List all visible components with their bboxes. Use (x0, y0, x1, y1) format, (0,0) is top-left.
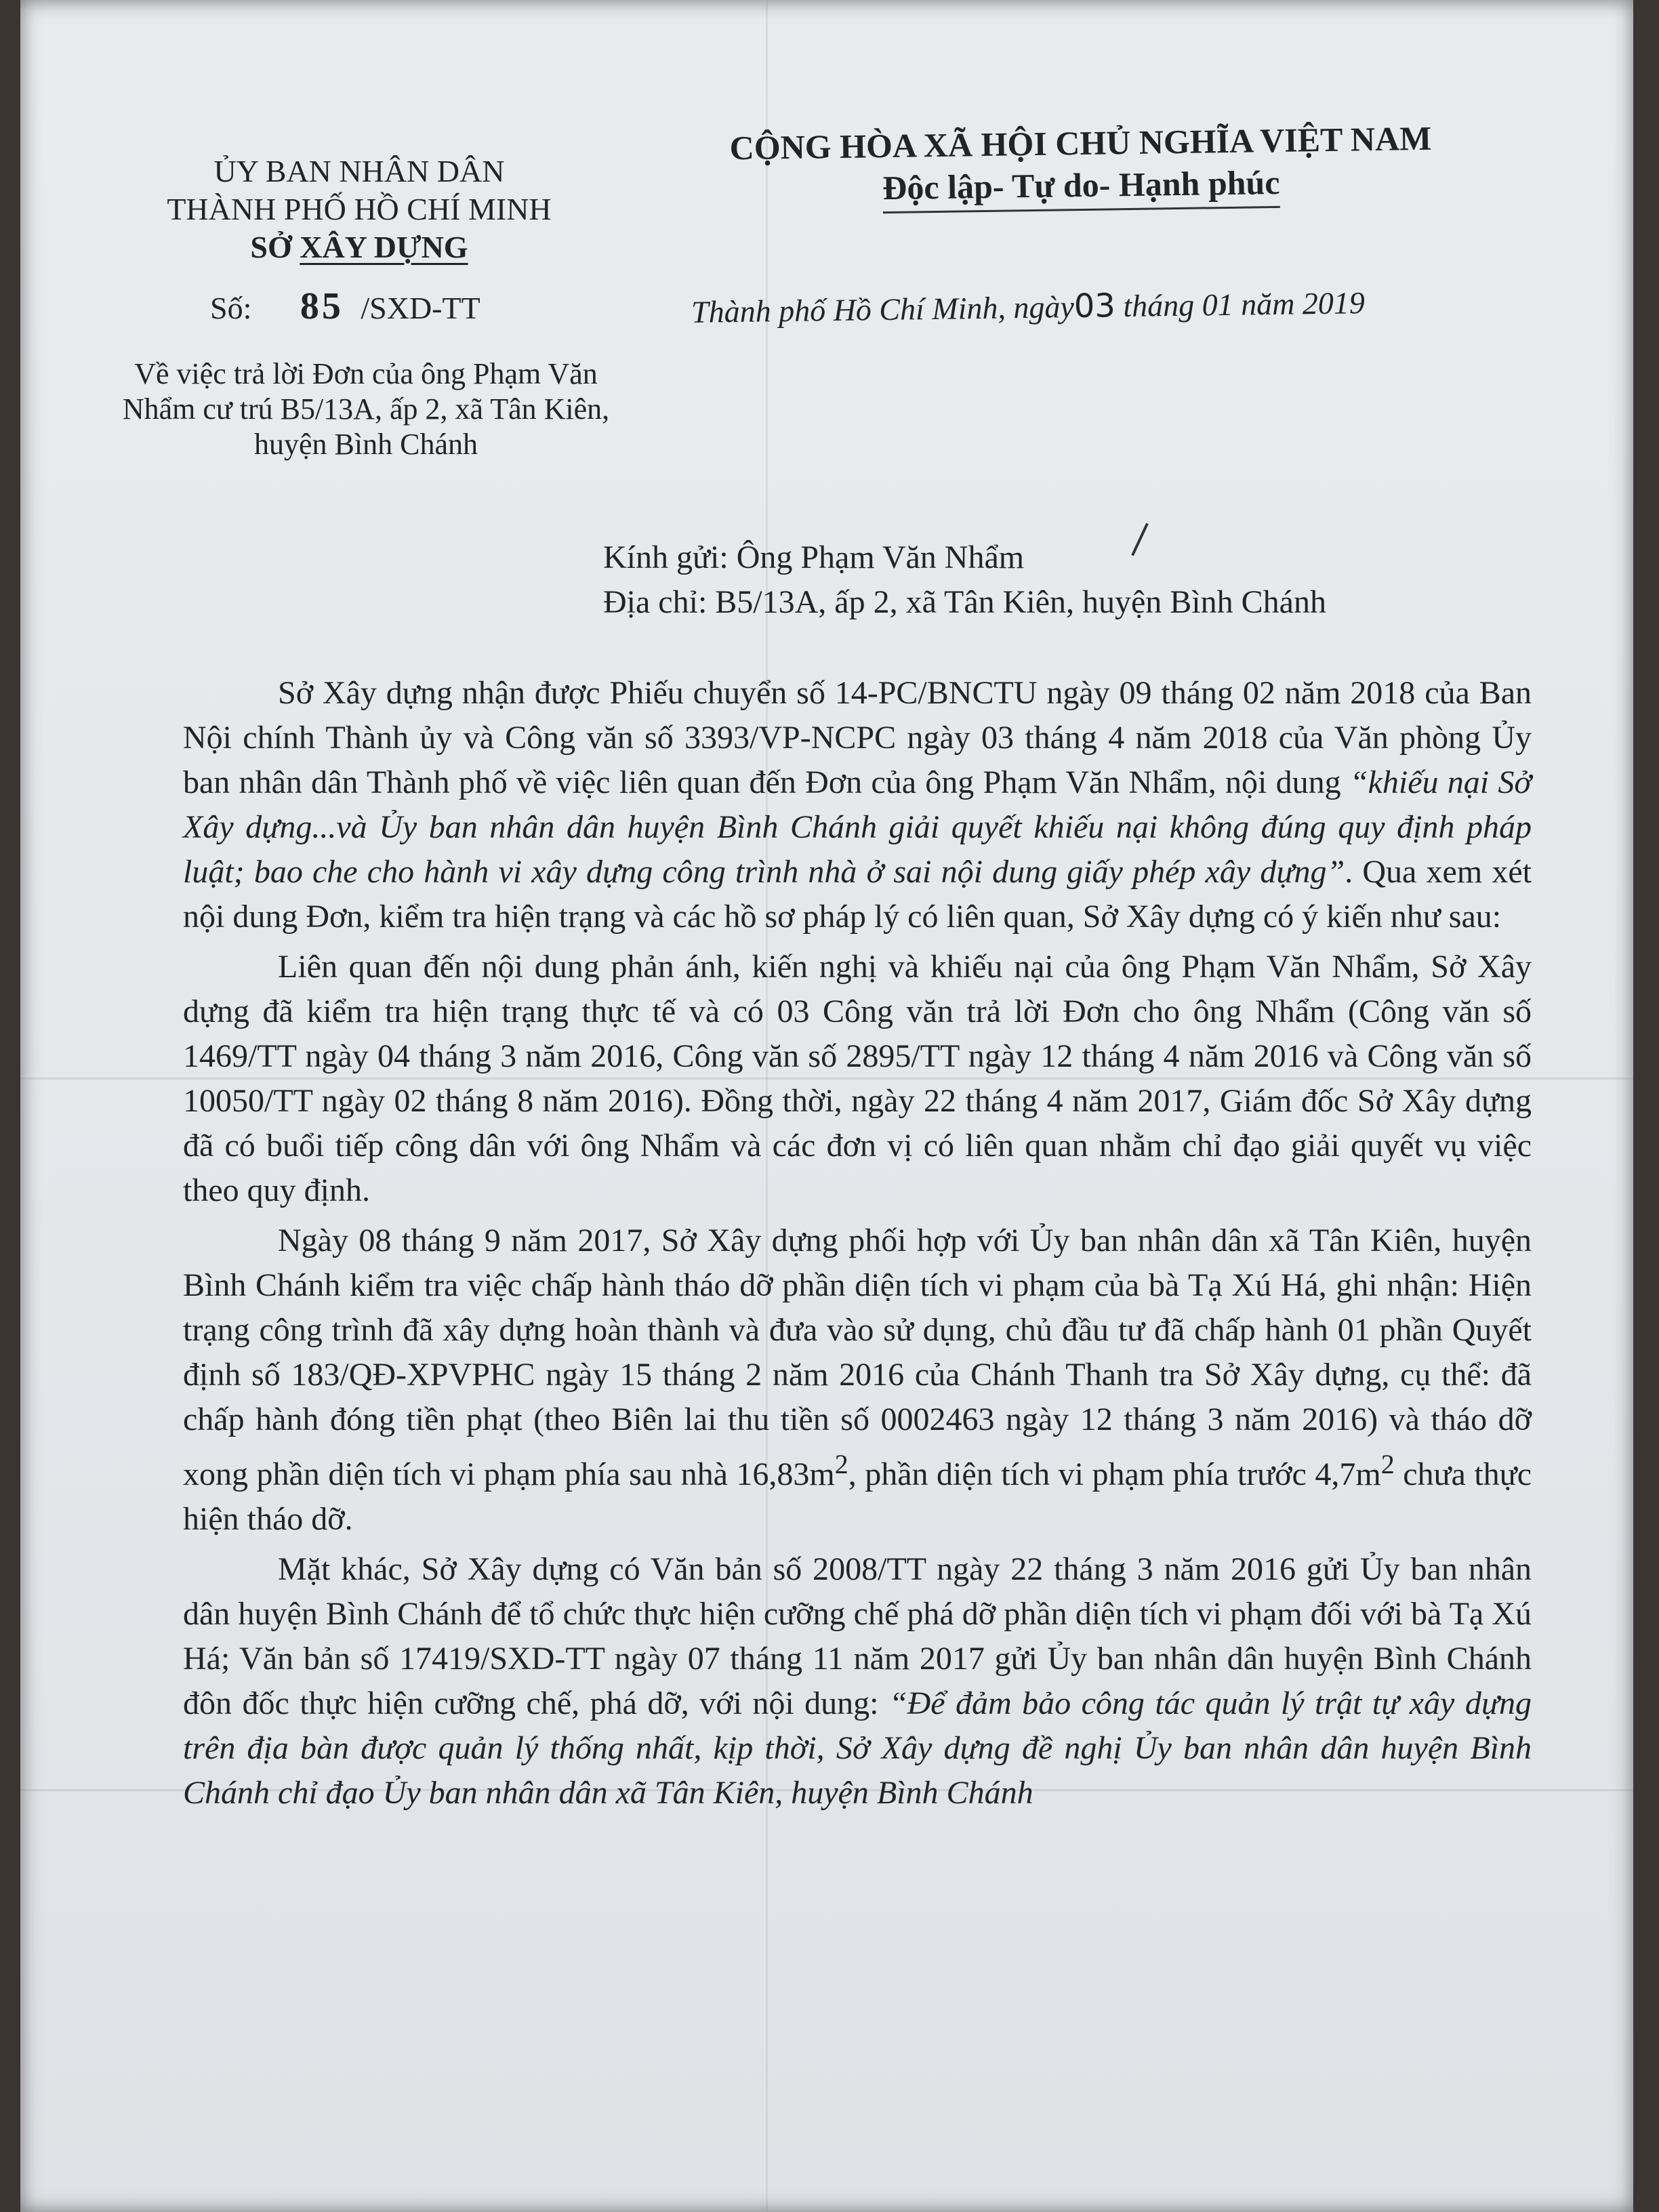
number-suffix: /SXD-TT (361, 291, 480, 325)
subject-line-2: Nhẩm cư trú B5/13A, ấp 2, xã Tân Kiên, (122, 392, 610, 426)
paragraph-4-quote: “Để đảm bảo công tác quản lý trật tự xây dựng trên địa bàn được quản lý thống nhất, kịp thời, Sở Xây dựng đề nghị Ủy ban nhân dân huyện Bình Chánh chỉ đạo Ủy ban nhân dân xã Tân Kiên, huyện Bình Chánh (183, 1685, 1532, 1811)
subject-line-3: huyện Bình Chánh (254, 428, 478, 461)
recipient-block (603, 535, 1326, 625)
subject-line-1: Về việc trả lời Đơn của ông Phạm Văn (134, 357, 598, 390)
authority-line-1: ỦY BAN NHÂN DÂN (213, 154, 505, 188)
paragraph-4 (183, 1547, 1532, 1816)
paragraph-2: Liên quan đến nội dung phản ánh, kiến nghị và khiếu nại của ông Phạm Văn Nhẩm, Sở Xây dựng đã kiểm tra hiện trạng thực tế và có 03 Công văn trả lời Đơn cho ông Nhẩm (Công văn số 1469/TT ngày 04 tháng 3 năm 2016, Công văn số 2895/TT ngày 12 tháng 4 năm 2016 và Công văn số 10050/TT ngày 02 tháng 8 năm 2016). Đồng thời, ngày 22 tháng 4 năm 2017, Giám đốc Sở Xây dựng đã có buổi tiếp công dân với ông Nhẩm và các đơn vị có liên quan nhằm chỉ đạo giải quyết vụ việc theo quy định. (183, 949, 1532, 1208)
paragraph-4-text: Mặt khác, Sở Xây dựng có Văn bản số 2008/TT ngày 22 tháng 3 năm 2016 gửi Ủy ban nhân dân huyện Bình Chánh để tổ chức thực hiện cưỡng chế phá dỡ phần diện tích vi phạm đối với bà Tạ Xú Há; Văn bản số 17419/SXD-TT ngày 07 tháng 11 năm 2017 gửi Ủy ban nhân dân huyện Bình Chánh đôn đốc thực hiện cưỡng chế, phá dỡ, với nội dung: (183, 1551, 1532, 1721)
recipient-address: Địa chỉ: B5/13A, ấp 2, xã Tân Kiên, huyện Bình Chánh (603, 584, 1326, 620)
number-prefix: Số: (210, 291, 252, 325)
document-subject (122, 356, 610, 462)
letter-body (183, 671, 1532, 1816)
recipient-name: Kính gửi: Ông Phạm Văn Nhẩm (603, 539, 1025, 575)
paragraph-3-text: Ngày 08 tháng 9 năm 2017, Sở Xây dựng phối hợp với Ủy ban nhân dân xã Tân Kiên, huyện Bình Chánh kiểm tra việc chấp hành tháo dỡ phần diện tích vi phạm của bà Tạ Xú Há, ghi nhận: Hiện trạng công trình đã xây dựng hoàn thành và đưa vào sử dụng, chủ đầu tư đã chấp hành 01 phần Quyết định số 183/QĐ-XPVPHC ngày 15 tháng 2 năm 2016 của Chánh Thanh tra Sở Xây dựng, cụ thể: đã chấp hành đóng tiền phạt (theo Biên lai thu tiền số 0002463 ngày 12 tháng 3 năm 2016) và tháo dỡ xong phần diện tích vi phạm phía sau nhà 16,83m (183, 1223, 1532, 1492)
authority-line-3-prefix: SỞ (250, 230, 300, 264)
date-day-handwritten: 03 (1073, 287, 1116, 326)
number-value: 85 (300, 285, 344, 327)
paragraph-3-text-mid: , phần diện tích vi phạm phía trước 4,7m (848, 1456, 1381, 1492)
paragraph-1-quote: “khiếu nại Sở Xây dựng...và Ủy ban nhân dân huyện Bình Chánh giải quyết khiếu nại không đúng quy định pháp luật; bao che cho hành vi xây dựng công trình nhà ở sai nội dung giấy phép xây dựng” (183, 764, 1532, 890)
date-suffix: tháng 01 năm 2019 (1115, 285, 1366, 324)
paragraph-3-text-end: chưa thực hiện tháo dỡ. (183, 1456, 1532, 1537)
authority-line-2: THÀNH PHỐ HỒ CHÍ MINH (167, 192, 552, 226)
issuing-authority (142, 152, 576, 266)
document-number (210, 285, 480, 328)
issue-date (691, 283, 1366, 331)
superscript: 2 (1380, 1449, 1395, 1479)
superscript: 2 (834, 1449, 848, 1479)
motto-line: Độc lập- Tự do- Hạnh phúc (882, 161, 1280, 213)
national-motto (670, 117, 1492, 217)
paragraph-3 (183, 1218, 1532, 1542)
date-prefix: Thành phố Hồ Chí Minh, ngày (691, 289, 1075, 329)
authority-line-3-underlined: XÂY DỰNG (300, 230, 468, 264)
national-title: CỘNG HÒA XÃ HỘI CHỦ NGHĨA VIỆT NAM (729, 119, 1432, 167)
paragraph-1 (183, 671, 1532, 939)
document-page (20, 0, 1633, 2212)
paragraph-1-text-end: . Qua xem xét nội dung Đơn, kiểm tra hiện trạng và các hồ sơ pháp lý có liên quan, Sở Xây dựng có ý kiến như sau: (183, 854, 1532, 935)
paragraph-1-text: Sở Xây dựng nhận được Phiếu chuyển số 14-PC/BNCTU ngày 09 tháng 02 năm 2018 của Ban Nội chính Thành ủy và Công văn số 3393/VP-NCPC ngày 03 tháng 4 năm 2018 của Văn phòng Ủy ban nhân dân Thành phố về việc liên quan đến Đơn của ông Phạm Văn Nhẩm, nội dung (183, 675, 1532, 800)
authority-line-3 (142, 228, 576, 266)
